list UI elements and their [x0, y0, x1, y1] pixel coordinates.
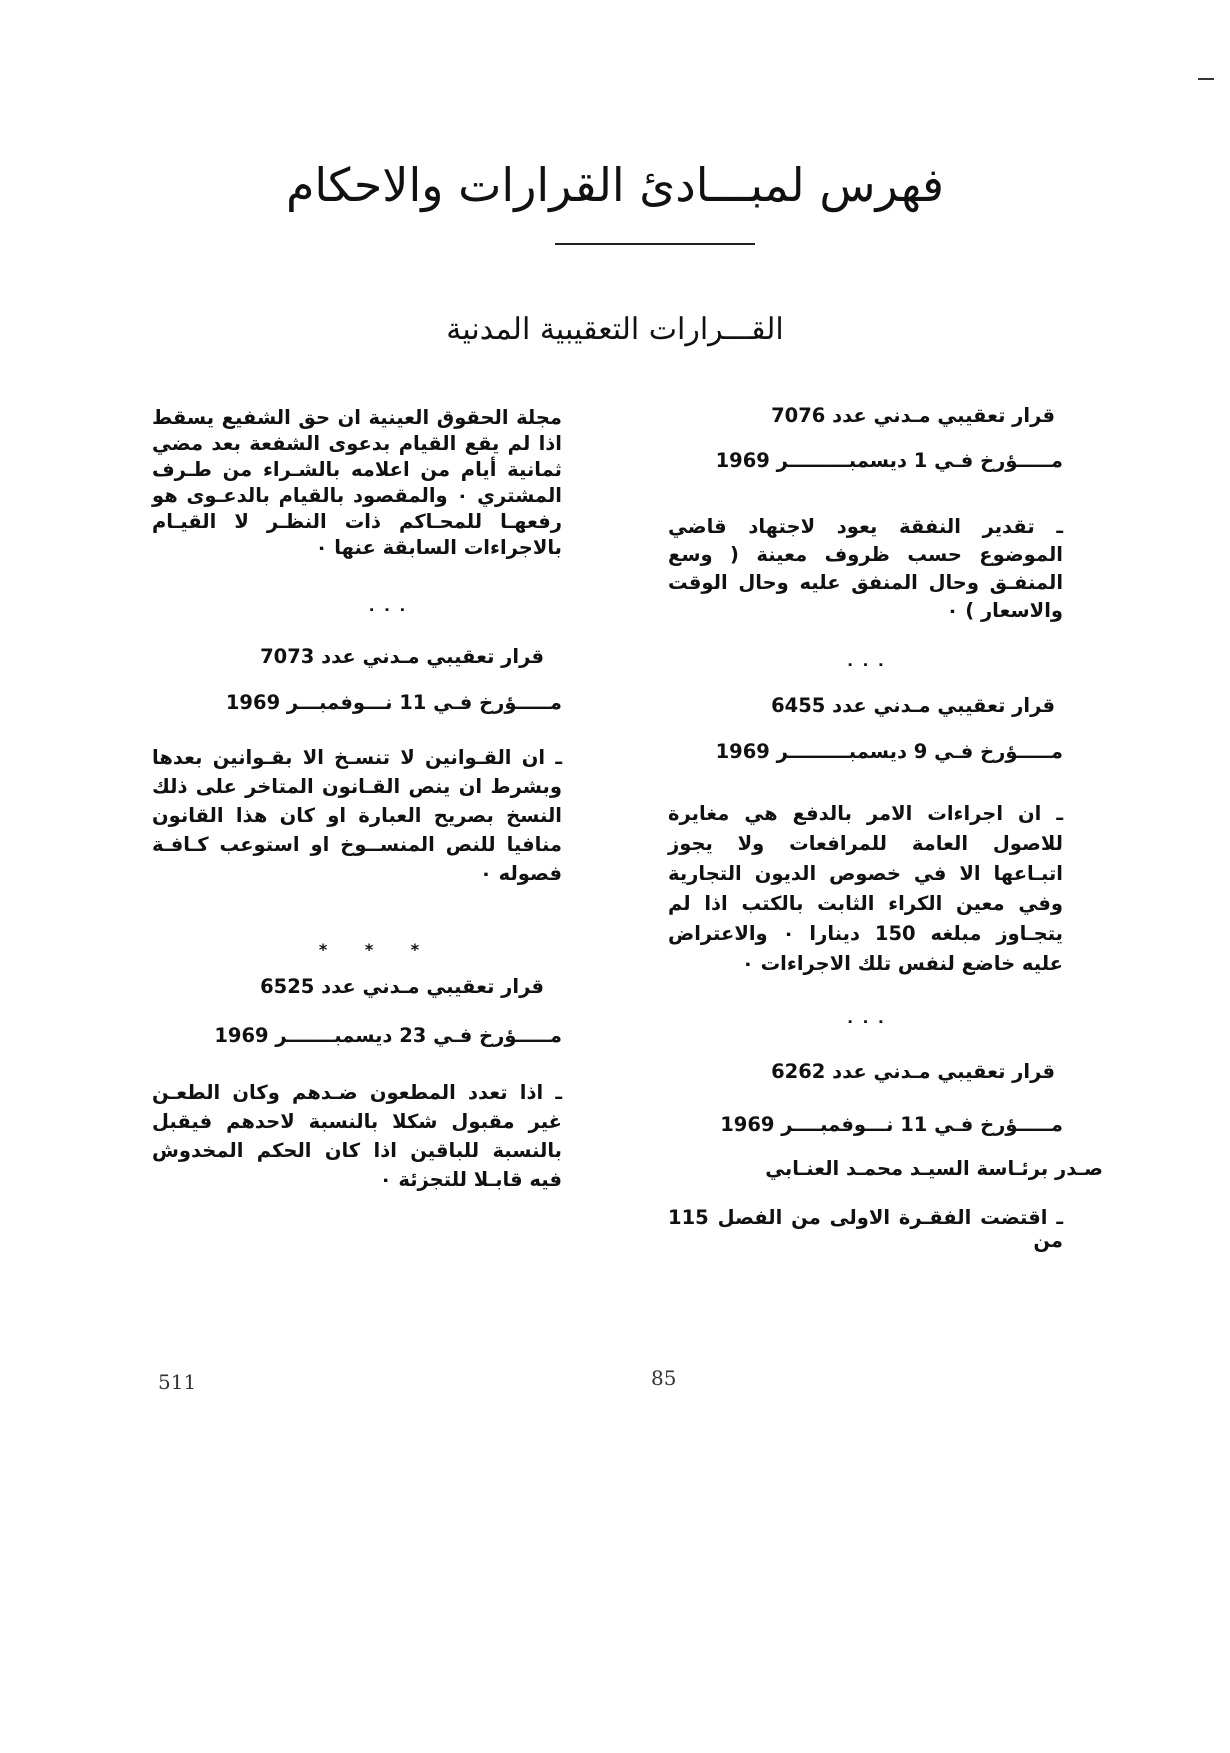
decision-summary: ـ ان القـوانين لا تنسـخ الا بقـوانين بعدها وبشرط ان ينص القـانون المتاخر على ذلك النسخ بصريح العبارة او كان هذا القانون منافيا للنص المنســوخ او استوعب كـافـة فصوله ٠ — [152, 746, 562, 885]
page-number-center: 85 — [651, 1366, 677, 1390]
continued-summary: مجلة الحقوق العينية ان حق الشفيع يسقط اذا لم يقع القيام بدعوى الشفعة بعد مضي ثمانية أيام من اعلامه بالشـراء من طـرف المشتري ٠ والمقصود بالقيام بالدعـوى هو رفعهـا للمحـاكم ذات النظـر لا القيـام بالاجراءات السابقة عنها ٠ — [152, 406, 562, 559]
decision-summary: ـ اقتضت الفقـرة الاولى من الفصل 115 من — [668, 1206, 1063, 1252]
separator-dots: ٠ ٠ ٠ — [845, 1011, 886, 1030]
decision-date: مـــــؤرخ فـي 11 نـــوفمبــــر 1969 — [720, 1113, 1063, 1136]
title-underline — [555, 243, 755, 245]
page-number-left: 511 — [158, 1370, 197, 1394]
decision-summary: ـ ان اجراءات الامر بالدفع هي مغايرة للاصول العامة للمرافعات ولا يجوز اتبـاعها الا في خصوص الديون التجارية وفي معين الكراء الثابت بالكتب اذا لم يتجـاوز مبلغه 150 دينارا ٠ والاعتراض عليه خاضع لنفس تلك الاجراءات ٠ — [668, 802, 1063, 975]
decision-heading: قرار تعقيبي مـدني عدد 7076 — [771, 404, 1055, 427]
decision-heading: قرار تعقيبي مـدني عدد 6525 — [260, 975, 544, 998]
decision-summary: ـ اذا تعدد المطعون ضـدهم وكان الطعـن غير مقبول شكلا بالنسبة لاحدهم فيقبل بالنسبة للباقين اذا كان الحكم المخدوش فيه قابـلا للتجزئة ٠ — [152, 1081, 562, 1191]
decision-date: مـــــؤرخ فـي 23 ديسمبـــــــر 1969 — [214, 1024, 562, 1047]
decision-heading: قرار تعقيبي مـدني عدد 6262 — [771, 1060, 1055, 1083]
section-title: القـــرارات التعقيبية المدنية — [446, 312, 784, 347]
separator-dots: ٠ ٠ ٠ — [845, 654, 886, 673]
right-column — [668, 404, 1103, 1252]
separator-stars: * * * — [318, 940, 436, 959]
decision-heading: قرار تعقيبي مـدني عدد 6455 — [771, 694, 1055, 717]
presiding-judge: صـدر برئـاسة السيـد محمـد العنـابي — [765, 1157, 1103, 1180]
decision-date: مـــــؤرخ فـي 11 نـــوفمبـــر 1969 — [225, 691, 562, 714]
decision-heading: قرار تعقيبي مـدني عدد 7073 — [260, 645, 544, 668]
separator-dots: ٠ ٠ ٠ — [366, 599, 408, 618]
decision-date: مـــــؤرخ فـي 1 ديسمبـــــــــر 1969 — [715, 449, 1063, 472]
decision-date: مـــــؤرخ فـي 9 ديسمبـــــــــر 1969 — [715, 740, 1063, 763]
corner-mark — [1198, 78, 1214, 80]
left-column — [152, 405, 562, 1194]
decision-summary: ـ تقدير النفقة يعود لاجتهاد قاضي الموضوع حسب ظروف معينة ( وسع المنفـق وحال المنفق عليه وحال الوقت والاسعار ) ٠ — [668, 515, 1063, 622]
page-title: فهرس لمبـــادئ القرارات والاحكام — [285, 158, 945, 212]
